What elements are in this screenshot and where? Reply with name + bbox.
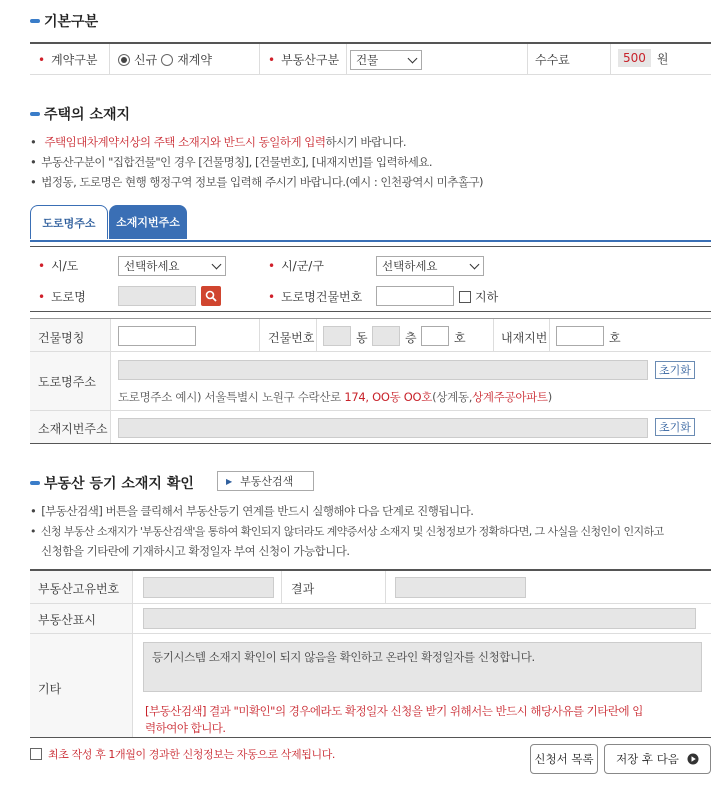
registry-notice-2b: 신청함을 기타란에 기재하시고 확정일자 부여 신청이 가능합니다. — [41, 544, 350, 558]
divider — [30, 443, 711, 444]
road-address-example — [118, 389, 552, 405]
etc-label: 기타 — [38, 682, 62, 696]
road-bldg-no-input[interactable] — [376, 286, 454, 306]
divider — [527, 44, 528, 74]
ho-unit: 호 — [454, 331, 466, 345]
divider — [30, 318, 711, 319]
example-red-2: 상계주공아파트 — [472, 390, 548, 404]
property-search-label: 부동산검색 — [240, 475, 294, 488]
etc-warning — [145, 703, 710, 737]
contract-type-radios — [118, 51, 212, 68]
radio-renew[interactable] — [161, 54, 173, 66]
sido-value: 선택하세요 — [124, 259, 180, 273]
property-type-label: • 부동산구분 — [268, 51, 339, 68]
road-address-field — [118, 360, 648, 380]
reset-road-button[interactable]: 초기화 — [655, 361, 695, 379]
display-field — [143, 608, 696, 629]
dong-unit: 동 — [356, 331, 368, 345]
example-prefix: 도로명주소 예시) 서울특별시 노원구 수락산로 — [118, 390, 345, 404]
inner-lot-input[interactable] — [556, 326, 604, 346]
road-name-input[interactable] — [118, 286, 196, 306]
bldg-name-input[interactable] — [118, 326, 196, 346]
address-notice-1 — [30, 134, 406, 150]
play-circle-icon — [687, 753, 699, 765]
divider — [110, 319, 111, 443]
road-label: • 도로명 — [38, 288, 86, 305]
chevron-down-icon — [408, 53, 418, 63]
divider — [610, 44, 611, 74]
warning-line-1: [부동산검색] 결과 "미확인"의 경우에라도 확정일자 신청을 받기 위해서는 반드시 해당사유를 기타란에 입 — [145, 704, 643, 718]
notice-rest-text: 하시기 바랍니다. — [325, 135, 407, 149]
unique-no-field — [143, 577, 274, 598]
warning-line-2: 력하여야 합니다. — [145, 721, 226, 735]
radio-renew-label: 재계약 — [177, 53, 212, 67]
divider — [493, 319, 494, 351]
lot-addr-label: 소재지번주소 — [38, 422, 108, 436]
title-bar-icon — [30, 19, 40, 23]
fee-unit: 원 — [656, 51, 669, 66]
bldg-name-label: 건물명칭 — [38, 331, 85, 345]
basement-label: 지하 — [475, 290, 499, 304]
floor-unit: 층 — [405, 331, 417, 345]
divider — [132, 571, 133, 737]
application-list-button[interactable]: 신청서 목록 — [530, 744, 598, 774]
radio-new[interactable] — [118, 54, 130, 66]
chevron-down-icon — [212, 259, 222, 269]
floor-input[interactable] — [372, 326, 400, 346]
unique-no-label: 부동산고유번호 — [38, 582, 120, 596]
divider — [281, 571, 282, 603]
sigungu-select[interactable] — [376, 256, 484, 276]
divider — [259, 319, 260, 351]
sigungu-label: • 시/군/구 — [268, 257, 324, 274]
registry-section-title — [30, 473, 194, 493]
chevron-down-icon — [470, 259, 480, 269]
divider — [385, 571, 386, 603]
basement-checkbox[interactable] — [459, 291, 471, 303]
lot-address-field — [118, 418, 648, 438]
reset-lot-button[interactable]: 초기화 — [655, 418, 695, 436]
basic-section-title — [30, 11, 98, 31]
divider — [30, 246, 711, 247]
tab-lot-address[interactable]: 소재지번주소 — [109, 205, 187, 239]
address-title-text: 주택의 소재지 — [44, 107, 131, 123]
dong-input[interactable] — [323, 326, 351, 346]
sido-label: • 시/도 — [38, 257, 78, 274]
registry-notice-1: • [부동산검색] 버튼을 클릭해서 부동산등기 연계를 반드시 실행해야 다음 단계로 진행됩니다. — [30, 503, 473, 519]
tab-road-address[interactable]: 도로명주소 — [30, 205, 108, 239]
sido-select[interactable] — [118, 256, 226, 276]
divider — [30, 633, 711, 634]
property-search-button[interactable] — [217, 471, 314, 491]
divider — [346, 44, 347, 74]
address-notice-2: • 부동산구분이 "집합건물"인 경우 [건물명칭], [건물번호], [내재지번]를 입력하세요. — [30, 154, 432, 170]
search-icon — [205, 290, 217, 302]
road-bldg-no-label: • 도로명건물번호 — [268, 288, 362, 305]
result-label: 결과 — [291, 582, 315, 596]
divider — [30, 351, 711, 352]
divider — [30, 311, 711, 312]
property-type-value: 건물 — [356, 53, 379, 67]
auto-delete-text: 최초 작성 후 1개월이 경과한 신청정보는 자동으로 삭제됩니다. — [48, 748, 336, 761]
address-notice-3: • 법정동, 도로명은 현행 행정구역 정보를 입력해 주시기 바랍니다.(예시 : 인천광역시 미추홀구) — [30, 174, 483, 190]
example-red-1: 174, OO동 OO호 — [344, 390, 433, 404]
road-search-button[interactable] — [201, 286, 221, 306]
auto-delete-row — [30, 746, 335, 762]
divider — [30, 737, 711, 738]
title-bar-icon — [30, 112, 40, 116]
address-section-title — [30, 104, 130, 124]
save-next-button[interactable] — [604, 744, 711, 774]
example-mid: (상계동, — [432, 390, 473, 404]
registry-notice-2a: • 신청 부동산 소재지가 '부동산검색'을 통하여 확인되지 않더라도 계약증서상 소재지 및 신청정보가 정확하다면, 그 사실을 신청인이 인지하고 — [30, 523, 664, 539]
example-suffix: ) — [547, 390, 552, 404]
arrow-right-icon: ▶ — [226, 476, 233, 486]
sigungu-value: 선택하세요 — [382, 259, 438, 273]
title-bar-icon — [30, 481, 40, 485]
property-type-select[interactable] — [350, 50, 422, 70]
ho-input[interactable] — [421, 326, 449, 346]
divider — [30, 603, 711, 604]
basic-table-top — [30, 42, 711, 44]
inner-lot-label: 내재지번 — [501, 331, 548, 345]
divider — [30, 410, 711, 411]
auto-delete-checkbox[interactable] — [30, 748, 42, 760]
notice-red-text: 주택임대차계약서상의 주택 소재지와 반드시 동일하게 입력 — [44, 135, 326, 149]
contract-type-label: • 계약구분 — [38, 51, 97, 68]
result-field — [395, 577, 526, 598]
road-addr-label: 도로명주소 — [38, 375, 96, 389]
tab-underline — [30, 240, 711, 242]
inner-ho-unit: 호 — [609, 331, 621, 345]
display-label: 부동산표시 — [38, 613, 96, 627]
etc-textarea[interactable]: 등기시스템 소재지 확인이 되지 않음을 확인하고 온라인 확정일자를 신청합니다. — [143, 642, 702, 692]
divider — [259, 44, 260, 74]
fee-value: 500 — [618, 49, 651, 67]
fee-label: 수수료 — [535, 53, 570, 67]
divider — [549, 319, 550, 351]
divider — [30, 74, 711, 75]
divider — [109, 44, 110, 74]
divider — [316, 319, 317, 351]
radio-new-label: 신규 — [134, 53, 158, 67]
registry-title-text: 부동산 등기 소재지 확인 — [44, 476, 194, 492]
bldg-no-label: 건물번호 — [268, 331, 315, 345]
save-next-label: 저장 후 다음 — [616, 752, 679, 766]
basic-title-text: 기본구분 — [44, 14, 99, 30]
